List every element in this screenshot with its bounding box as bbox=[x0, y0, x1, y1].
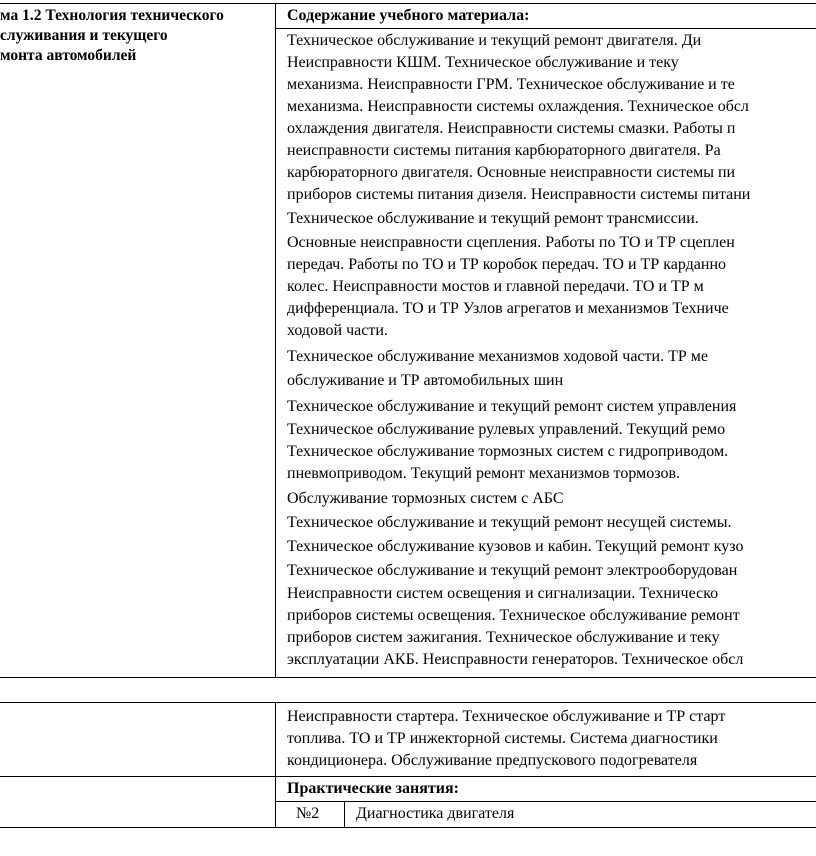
content-line: колес. Неисправности мостов и главной передачи. ТО и ТР м bbox=[287, 278, 704, 295]
content-line: Техническое обслуживание и текущий ремонт систем управления bbox=[287, 398, 737, 415]
content-line: Техническое обслуживание и текущий ремонт несущей системы. bbox=[287, 514, 732, 531]
theme-title bbox=[0, 6, 224, 66]
content-line: приборов системы освещения. Техническое обслуживание ремонт bbox=[287, 607, 740, 624]
theme-title-line: служивания и текущего bbox=[0, 27, 168, 44]
practical-number: №2 bbox=[296, 805, 320, 822]
content-line: Неисправности КШМ. Техническое обслуживание и теку bbox=[287, 54, 679, 71]
content-line: Техническое обслуживание тормозных систем с гидроприводом. bbox=[287, 443, 729, 460]
content-line: карбюраторного двигателя. Основные неисправности системы пи bbox=[287, 164, 736, 181]
content-line: эксплуатации АКБ. Неисправности генераторов. Техническое обсл bbox=[287, 651, 744, 668]
table2-number-divider bbox=[344, 801, 345, 828]
table2-top-border bbox=[0, 702, 816, 703]
content-line: приборов системы питания дизеля. Неисправности системы питани bbox=[287, 186, 751, 203]
table1-header-divider bbox=[276, 28, 816, 29]
content-line: Обслуживание тормозных систем с АБС bbox=[287, 490, 564, 507]
theme-title-line: ма 1.2 Технология технического bbox=[0, 7, 224, 24]
content-line: пневмоприводом. Текущий ремонт механизмов тормозов. bbox=[287, 465, 680, 482]
table2-practical-divider bbox=[0, 776, 816, 777]
content-line: передач. Работы по ТО и ТР коробок передач. ТО и ТР карданно bbox=[287, 256, 727, 273]
practical-title: Диагностика двигателя bbox=[356, 805, 515, 822]
content-line: Техническое обслуживание кузовов и кабин. Текущий ремонт кузо bbox=[287, 538, 744, 555]
content-line: приборов систем зажигания. Техническое обслуживание и теку bbox=[287, 629, 720, 646]
content-line: Техническое обслуживание рулевых управлений. Текущий ремо bbox=[287, 421, 726, 438]
content-line: неисправности системы питания карбюраторного двигателя. Ра bbox=[287, 142, 721, 159]
content-line: Техническое обслуживание механизмов ходовой части. ТР ме bbox=[287, 348, 708, 365]
content-line: охлаждения двигателя. Неисправности системы смазки. Работы п bbox=[287, 120, 736, 137]
table1-column-divider bbox=[275, 3, 276, 677]
table1-top-border bbox=[0, 3, 816, 4]
table2-row-divider bbox=[276, 801, 816, 802]
content-line: Техническое обслуживание и текущий ремонт электрооборудован bbox=[287, 562, 738, 579]
content-line: механизма. Неисправности системы охлаждения. Техническое обсл bbox=[287, 98, 749, 115]
content-header: Содержание учебного материала: bbox=[287, 7, 530, 24]
table2-column-divider bbox=[275, 702, 276, 828]
continuation-line: топлива. ТО и ТР инжекторной системы. Система диагностики bbox=[287, 730, 718, 747]
content-line: Основные неисправности сцепления. Работы по ТО и ТР сцеплен bbox=[287, 234, 735, 251]
content-line: Техническое обслуживание и текущий ремонт двигателя. Ди bbox=[287, 32, 702, 49]
content-line: Техническое обслуживание и текущий ремонт трансмиссии. bbox=[287, 210, 699, 227]
content-line: механизма. Неисправности ГРМ. Техническое обслуживание и те bbox=[287, 76, 735, 93]
table2-bottom-border bbox=[0, 827, 816, 828]
continuation-line: кондиционера. Обслуживание предпускового подогревателя bbox=[287, 752, 698, 769]
practical-header: Практические занятия: bbox=[287, 780, 459, 797]
content-line: дифференциала. ТО и ТР Узлов агрегатов и механизмов Техниче bbox=[287, 300, 729, 317]
table1-bottom-border bbox=[0, 677, 816, 678]
content-line: Неисправности систем освещения и сигнализации. Техническо bbox=[287, 585, 719, 602]
theme-title-line: монта автомобилей bbox=[0, 47, 137, 64]
content-line: обслуживание и ТР автомобильных шин bbox=[287, 372, 564, 389]
content-line: ходовой части. bbox=[287, 322, 388, 339]
continuation-line: Неисправности стартера. Техническое обслуживание и ТР старт bbox=[287, 708, 726, 725]
